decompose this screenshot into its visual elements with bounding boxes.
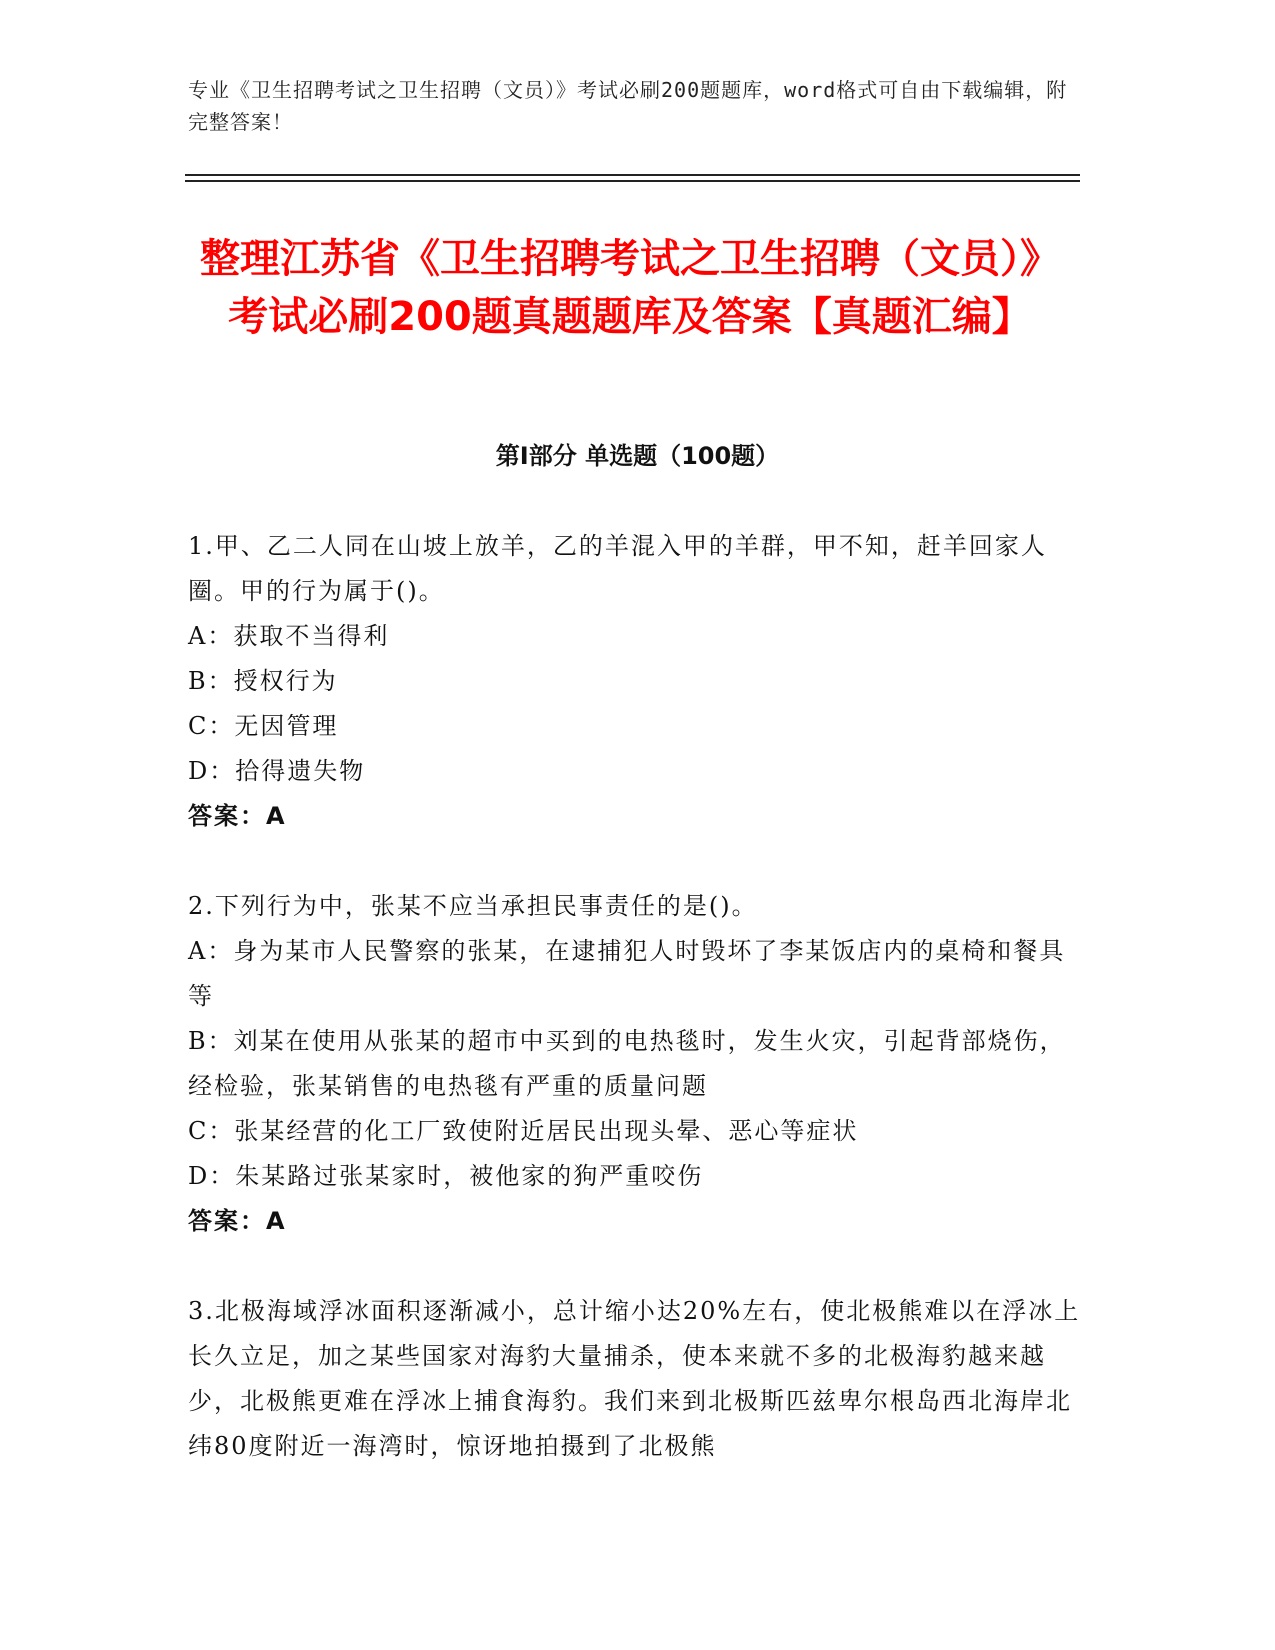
header-divider-top [185, 174, 1080, 176]
section-heading: 第I部分 单选题（100题） [495, 442, 780, 470]
option-c: C：张某经营的化工厂致使附近居民出现头晕、恶心等症状 [188, 1117, 859, 1145]
header-divider-bottom [185, 180, 1080, 182]
header-note: 专业《卫生招聘考试之卫生招聘（文员）》考试必刷200题题库，word格式可自由下载编辑，附完整答案！ [188, 78, 1068, 134]
option-b: B：刘某在使用从张某的超市中买到的电热毯时，发生火灾，引起背部烧伤，经检验，张某销售的电热毯有严重的质量问题 [188, 1027, 1066, 1100]
option-a: A：获取不当得利 [188, 622, 390, 650]
answer: 答案：A [188, 1207, 287, 1235]
question-list [188, 524, 1083, 1469]
question-3 [188, 1289, 1083, 1469]
question-2 [188, 884, 1083, 1244]
option-a: A：身为某市人民警察的张某，在逮捕犯人时毁坏了李某饭店内的桌椅和餐具等 [188, 937, 1066, 1010]
option-c: C：无因管理 [188, 712, 339, 740]
question-stem: 2.下列行为中，张某不应当承担民事责任的是()。 [188, 892, 758, 920]
option-d: D：朱某路过张某家时，被他家的狗严重咬伤 [188, 1162, 704, 1190]
question-stem: 1.甲、乙二人同在山坡上放羊，乙的羊混入甲的羊群，甲不知，赶羊回家人圈。甲的行为属于()。 [188, 532, 1047, 605]
question-stem: 3.北极海域浮冰面积逐渐减小，总计缩小达20%左右，使北极熊难以在浮冰上长久立足，加之某些国家对海豹大量捕杀，使本来就不多的北极海豹越来越少，北极熊更难在浮冰上捕食海豹。我们来到北极斯匹兹卑尔根岛西北海岸北纬80度附近一海湾时，惊讶地拍摄到了北极熊 [188, 1297, 1081, 1460]
document-title: 整理江苏省《卫生招聘考试之卫生招聘（文员）》考试必刷200题真题题库及答案【真题汇编】 [200, 236, 1060, 340]
answer: 答案：A [188, 802, 287, 830]
option-b: B：授权行为 [188, 667, 338, 695]
option-d: D：拾得遗失物 [188, 757, 366, 785]
question-1 [188, 524, 1083, 839]
